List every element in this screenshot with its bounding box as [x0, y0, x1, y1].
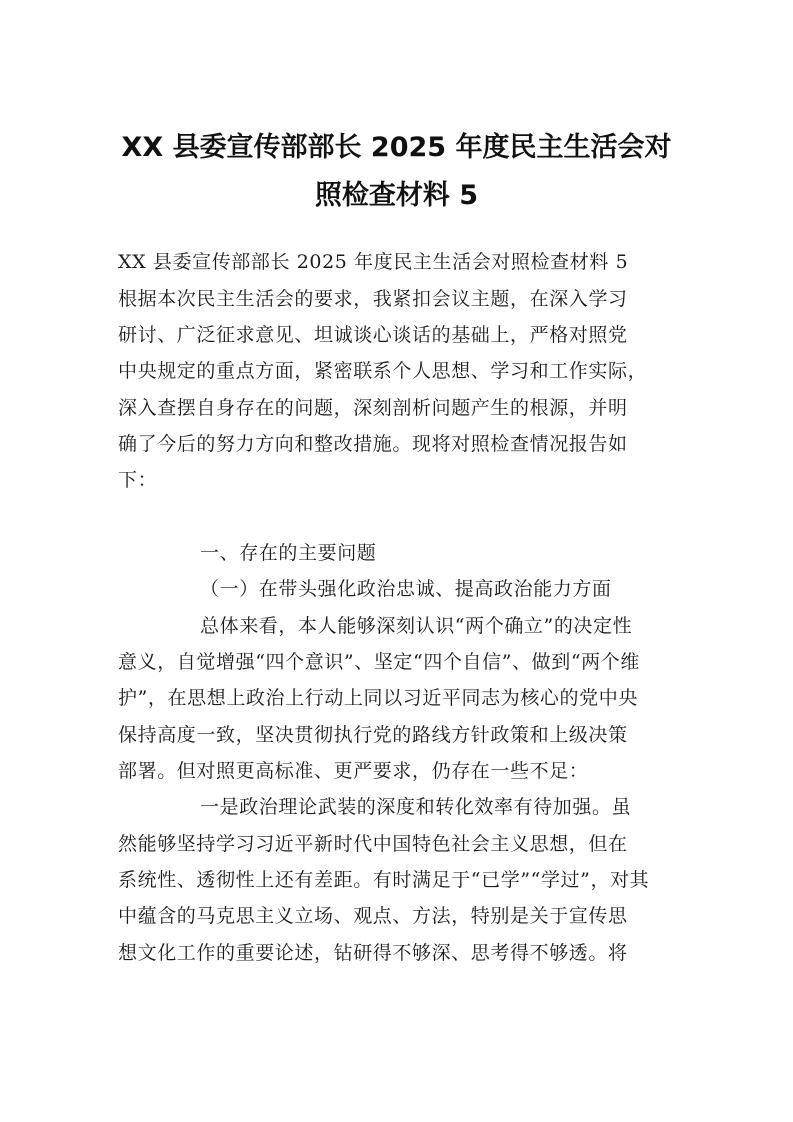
body-line: 根据本次民主生活会的要求，我紧扣会议主题，在深入学习 [118, 288, 628, 310]
body-line: 中央规定的重点方面，紧密联系个人思想、学习和工作实际， [118, 360, 648, 382]
body-line: 深入查摆自身存在的问题，深刻剖析问题产生的根源，并明 [118, 397, 628, 419]
body-line: 中蕴含的马克思主义立场、观点、方法，特别是关于宣传思 [118, 905, 628, 927]
section-heading: 一、存在的主要问题 [200, 542, 377, 564]
body-line: 意义，自觉增强“四个意识”、坚定“四个自信”、做到“两个维 [118, 651, 640, 673]
body-line: 部署。但对照更高标准、更严要求，仍存在一些不足： [118, 760, 589, 782]
body-line: 研讨、广泛征求意见、坦诚谈心谈话的基础上，严格对照党 [118, 324, 628, 346]
body-line: 想文化工作的重要论述，钻研得不够深、思考得不够透。将 [118, 942, 628, 964]
body-line: 保持高度一致，坚决贯彻执行党的路线方针政策和上级决策 [118, 724, 628, 746]
body-line: 然能够坚持学习习近平新时代中国特色社会主义思想，但在 [118, 833, 628, 855]
subsection-heading: （一）在带头强化政治忠诚、提高政治能力方面 [200, 578, 612, 600]
body-line: 总体来看，本人能够深刻认识“两个确立”的决定性 [200, 615, 633, 637]
body-line: 下： [118, 469, 158, 491]
body-line: XX 县委宣传部部长 2025 年度民主生活会对照检查材料 5 [118, 251, 629, 273]
body-line: 护”，在思想上政治上行动上同以习近平同志为核心的党中央 [118, 687, 638, 709]
document-title-line-1: XX 县委宣传部部长 2025 年度民主生活会对 [121, 132, 672, 163]
body-line: 一是政治理论武装的深度和转化效率有待加强。虽 [200, 796, 632, 818]
body-line: 系统性、透彻性上还有差距。有时满足于“已学”“学过”，对其 [118, 869, 650, 891]
body-line: 确了今后的努力方向和整改措施。现将对照检查情况报告如 [118, 433, 628, 455]
document-title-line-2: 照检查材料 5 [314, 180, 479, 211]
